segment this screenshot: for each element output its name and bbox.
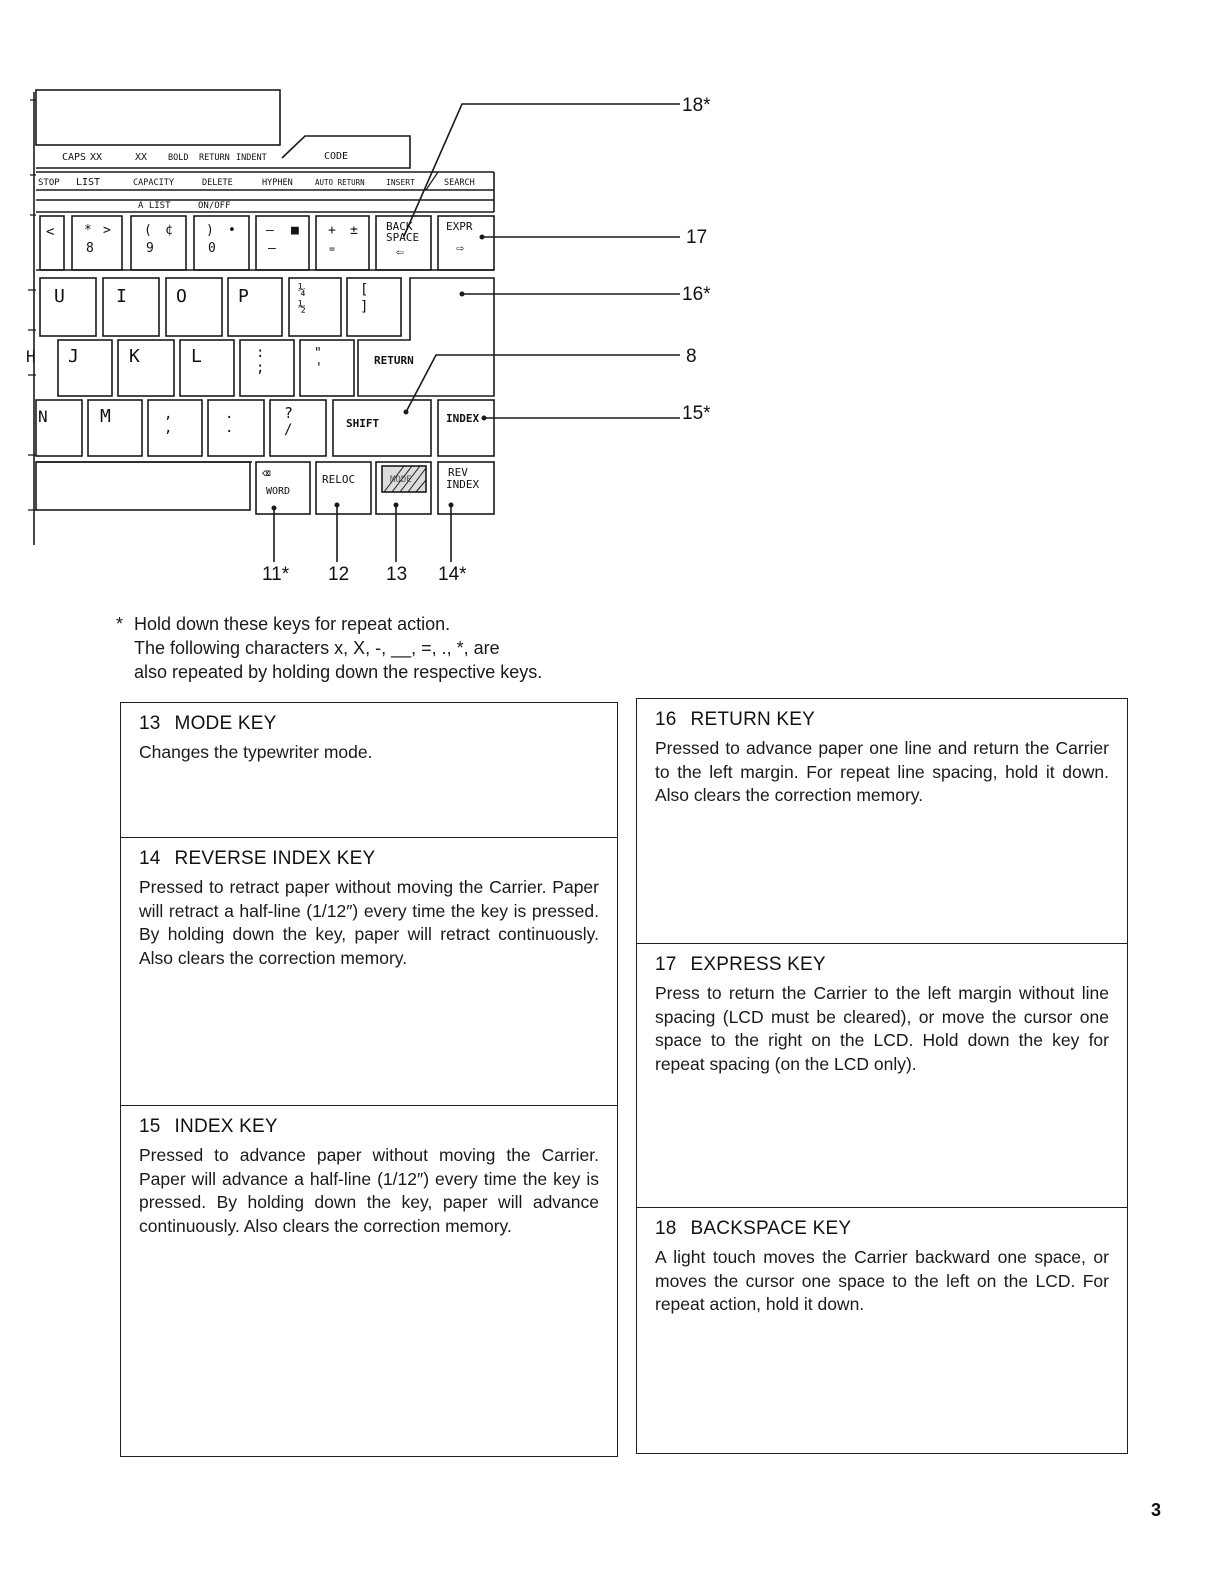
panel-indent: INDENT bbox=[236, 153, 267, 163]
return-key[interactable] bbox=[358, 278, 494, 396]
reloc-key[interactable] bbox=[316, 462, 371, 514]
panel-stop: STOP bbox=[38, 178, 60, 188]
minus-top: — bbox=[266, 223, 274, 238]
section-index-key bbox=[121, 1105, 617, 1456]
mode-label: MODE bbox=[390, 475, 412, 485]
note-line-1: Hold down these keys for repeat action. bbox=[134, 614, 451, 634]
fraction-top: ¼ bbox=[298, 283, 306, 298]
key-i: I bbox=[116, 286, 127, 307]
panel-insert: INSERT bbox=[386, 178, 415, 187]
semicolon-top: : bbox=[256, 345, 265, 361]
panel-a-list: A LIST bbox=[138, 201, 171, 211]
section-heading: 15 INDEX KEY bbox=[139, 1116, 278, 1137]
reloc-label: RELOC bbox=[322, 473, 356, 486]
panel-hyphen: HYPHEN bbox=[262, 178, 293, 188]
top-letter-row bbox=[40, 278, 494, 396]
panel-caps: CAPS bbox=[62, 152, 87, 163]
key9-top: ( bbox=[144, 223, 152, 238]
callout-12: 12 bbox=[328, 564, 350, 585]
callout-14: 14* bbox=[438, 564, 467, 585]
key8-bottom: 8 bbox=[86, 241, 94, 256]
svg-text:<: < bbox=[46, 224, 55, 240]
minus-bottom: – bbox=[268, 241, 276, 256]
key-o: O bbox=[176, 286, 187, 307]
callout-8: 8 bbox=[686, 346, 697, 367]
panel-xx-2: XX bbox=[135, 152, 148, 163]
section-body: Changes the typewriter mode. bbox=[139, 742, 373, 762]
key-l: L bbox=[191, 346, 202, 367]
slash-bottom: / bbox=[284, 422, 293, 438]
bracket-top: [ bbox=[360, 282, 369, 298]
bracket-bottom: ] bbox=[360, 299, 369, 315]
section-heading: 18 BACKSPACE KEY bbox=[655, 1218, 852, 1239]
key0-top: ) bbox=[206, 223, 214, 238]
lcd-window bbox=[36, 90, 280, 145]
section-heading: 14 REVERSE INDEX KEY bbox=[139, 848, 376, 869]
key8-top2: > bbox=[103, 223, 111, 238]
section-heading: 16 RETURN KEY bbox=[655, 709, 816, 730]
section-reverse-index-key bbox=[121, 837, 617, 1105]
period-bottom: . bbox=[225, 420, 234, 436]
note-line-3: also repeated by holding down the respective keys. bbox=[134, 662, 543, 682]
key-h-partial: H bbox=[26, 347, 36, 366]
key-m: M bbox=[100, 406, 111, 427]
key9-bottom: 9 bbox=[146, 241, 154, 256]
home-row bbox=[58, 340, 354, 396]
right-key-descriptions bbox=[636, 698, 1128, 1454]
plus-top2: ± bbox=[350, 223, 358, 238]
semicolon-bottom: ; bbox=[256, 360, 265, 376]
delete-word-icon: ⌫ bbox=[262, 466, 271, 482]
note-asterisk: * bbox=[116, 614, 124, 634]
expr-label: EXPR bbox=[446, 220, 473, 233]
repeat-action-note bbox=[116, 612, 542, 684]
rev-index-label: INDEX bbox=[446, 478, 480, 491]
index-label: INDEX bbox=[446, 412, 480, 425]
left-key-descriptions bbox=[120, 702, 618, 1457]
fraction-bottom: ½ bbox=[298, 300, 306, 315]
section-body: Pressed to advance paper one line and return the Carrier to the left margin. For repeat line spacing, hold it down. Also clears the correction memory. bbox=[655, 738, 1109, 805]
plus-top: + bbox=[328, 223, 336, 238]
index-key[interactable] bbox=[438, 400, 494, 456]
callout-18: 18* bbox=[682, 95, 711, 116]
return-label: RETURN bbox=[374, 354, 414, 367]
backspace-label-1: BACK bbox=[386, 220, 413, 233]
backspace-label-2: SPACE bbox=[386, 231, 420, 244]
panel-xx-1: XX bbox=[90, 152, 103, 163]
callout-11: 11* bbox=[262, 564, 290, 585]
panel-return: RETURN bbox=[199, 153, 230, 163]
panel-list: LIST bbox=[76, 177, 101, 188]
section-mode-key bbox=[121, 703, 617, 837]
key-n-partial: N bbox=[38, 407, 48, 426]
section-body: A light touch moves the Carrier backward one space, or moves the cursor one space to the left on the LCD. For repeat action, hold it down. bbox=[655, 1247, 1109, 1314]
section-return-key bbox=[637, 699, 1127, 943]
slash-top: ? bbox=[284, 404, 294, 422]
minus-top2: ■ bbox=[291, 223, 299, 238]
page-number: 3 bbox=[1151, 1500, 1162, 1520]
comma-top: , bbox=[164, 406, 173, 422]
callout-17: 17 bbox=[686, 227, 708, 248]
section-heading: 17 EXPRESS KEY bbox=[655, 954, 826, 975]
callout-13: 13 bbox=[386, 564, 408, 585]
space-bar[interactable] bbox=[36, 462, 250, 510]
callout-16: 16* bbox=[682, 284, 711, 305]
panel-search: SEARCH bbox=[444, 178, 475, 188]
comma-bottom: , bbox=[164, 420, 173, 436]
plus-bottom: = bbox=[329, 244, 336, 255]
panel-code: CODE bbox=[324, 151, 349, 162]
panel-delete: DELETE bbox=[202, 178, 233, 188]
key-k: K bbox=[129, 346, 140, 367]
key0-top2: • bbox=[228, 223, 236, 238]
key-j: J bbox=[68, 346, 79, 367]
word-label: WORD bbox=[266, 486, 291, 497]
quote-bottom: ' bbox=[315, 361, 323, 376]
panel-bold: BOLD bbox=[168, 153, 189, 163]
key8-top: * bbox=[84, 223, 92, 238]
panel-auto-return: AUTO RETURN bbox=[315, 178, 365, 187]
section-heading: 13 MODE KEY bbox=[139, 713, 277, 734]
shift-label: SHIFT bbox=[346, 417, 380, 430]
key0-bottom: 0 bbox=[208, 241, 216, 256]
keyboard-diagram bbox=[0, 0, 1224, 600]
period-top: . bbox=[225, 406, 234, 422]
section-body: Pressed to advance paper without moving the Carrier. Paper will advance a half-line (1/12″) every time the key is pressed. By holding down the key, paper will advance continuously. Also clears the correction memory. bbox=[139, 1145, 599, 1236]
section-backspace-key bbox=[637, 1207, 1127, 1453]
quote-top: " bbox=[314, 346, 322, 361]
note-line-2: The following characters x, X, -, __, =, ., *, are bbox=[134, 638, 500, 658]
callout-15: 15* bbox=[682, 403, 711, 424]
key-p: P bbox=[238, 286, 249, 307]
backspace-arrow-icon: ⇦ bbox=[396, 245, 404, 260]
rev-label: REV bbox=[448, 466, 468, 479]
key-u: U bbox=[54, 286, 65, 307]
panel-on-off: ON/OFF bbox=[198, 201, 231, 211]
section-body: Pressed to retract paper without moving the Carrier. Paper will retract a half-line (1/12″) every time the key is pressed. By holding down the key, paper will retract continuously. Also clears the correction memory. bbox=[139, 877, 599, 968]
section-express-key bbox=[637, 943, 1127, 1207]
express-arrow-icon: ⇨ bbox=[456, 241, 464, 256]
section-body: Press to return the Carrier to the left margin without line spacing (LCD must be cleared), or move the cursor one space to the right on the LCD. Hold down the key for repeat spacing (on the LCD only). bbox=[655, 983, 1109, 1074]
panel-capacity: CAPACITY bbox=[133, 178, 174, 188]
key9-top2: ¢ bbox=[165, 223, 173, 238]
